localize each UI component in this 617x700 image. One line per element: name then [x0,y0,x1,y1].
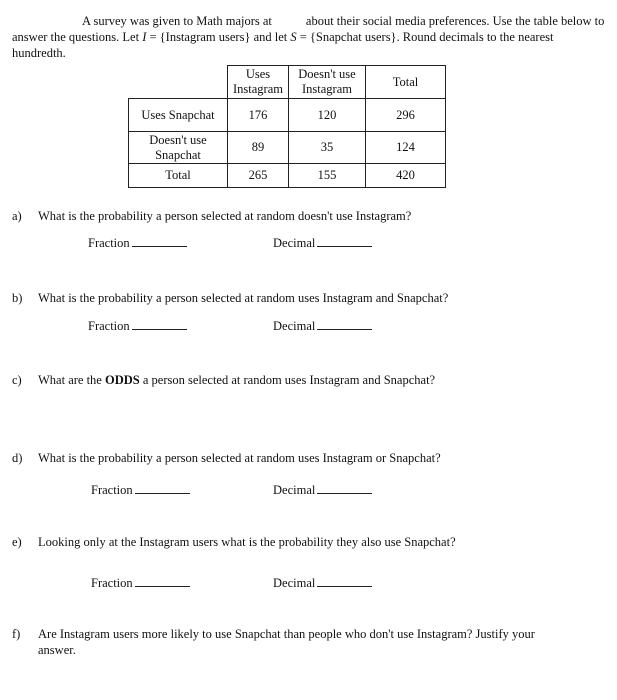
decimal-blank[interactable] [317,318,372,330]
question-b [12,290,602,306]
intro-part1: A survey was given to Math majors at [82,14,272,28]
table-row [129,164,446,188]
fraction-label: Fraction [88,319,130,333]
col-header-no-instagram: Doesn't use Instagram [289,66,366,99]
table-cell: 35 [289,132,366,164]
question-text-post: a person selected at random uses Instagram and Snapchat? [139,373,436,387]
question-a [12,208,602,224]
question-text-bold: ODDS [104,373,140,387]
decimal-blank[interactable] [317,575,372,587]
question-text: What is the probability a person selected at random uses Instagram and Snapchat? [38,291,449,305]
intro-part2: about their social media preferences. Use the table below to answer the questions. Let [12,14,605,44]
fraction-label: Fraction [91,576,133,590]
decimal-blank[interactable] [317,235,372,247]
row-header-total: Total [129,164,228,188]
question-label: b) [12,291,23,305]
table-cell: 155 [289,164,366,188]
var-s: S [290,30,297,44]
question-d [12,450,602,466]
question-e [12,534,602,550]
col-header-uses-instagram: Uses Instagram [228,66,289,99]
answer-e-fraction [91,575,190,591]
fraction-label: Fraction [88,236,130,250]
intro-eq2: = {Snapchat users}. Round decimals to the nearest hundredth. [12,30,554,60]
decimal-blank[interactable] [317,482,372,494]
question-text: What is the probability a person selected at random uses Instagram or Snapchat? [38,451,441,465]
fraction-blank[interactable] [135,575,190,587]
fraction-blank[interactable] [132,318,187,330]
question-text-line2: answer. [38,643,76,657]
table-cell: 420 [366,164,446,188]
row-header-uses-snapchat: Uses Snapchat [129,99,228,132]
question-f [12,626,602,658]
table-cell: 120 [289,99,366,132]
table-cell: 89 [228,132,289,164]
answer-b-decimal [273,318,372,334]
decimal-label: Decimal [273,576,316,590]
two-way-table [128,65,446,188]
problem-intro [12,13,610,61]
answer-a-decimal [273,235,372,251]
fraction-blank[interactable] [135,482,190,494]
question-text-pre: What are the [38,373,105,387]
decimal-label: Decimal [273,319,316,333]
row-header-no-snapchat: Doesn't use Snapchat [129,132,228,164]
col-header-total: Total [366,66,446,99]
table-header-row [129,66,446,99]
fraction-blank[interactable] [132,235,187,247]
question-label: a) [12,209,22,223]
table-row [129,132,446,164]
answer-d-decimal [273,482,372,498]
question-c [12,372,602,388]
question-label: d) [12,451,23,465]
table-cell: 176 [228,99,289,132]
answer-a-fraction [88,235,187,251]
decimal-label: Decimal [273,483,316,497]
question-text-line1: Are Instagram users more likely to use Snapchat than people who don't use Instagram? Justify your [38,627,535,641]
question-label: c) [12,373,22,387]
question-text: Looking only at the Instagram users what is the probability they also use Snapchat? [38,535,456,549]
fraction-label: Fraction [91,483,133,497]
answer-b-fraction [88,318,187,334]
var-i: I [142,30,147,44]
table-row [129,99,446,132]
table-corner-cell [129,66,228,99]
question-text: What is the probability a person selected at random doesn't use Instagram? [38,209,412,223]
question-label: f) [12,627,21,641]
decimal-label: Decimal [273,236,316,250]
answer-e-decimal [273,575,372,591]
table-cell: 265 [228,164,289,188]
table-cell: 296 [366,99,446,132]
table-cell: 124 [366,132,446,164]
intro-eq1: = {Instagram users} and let [146,30,291,44]
question-label: e) [12,535,22,549]
answer-d-fraction [91,482,190,498]
